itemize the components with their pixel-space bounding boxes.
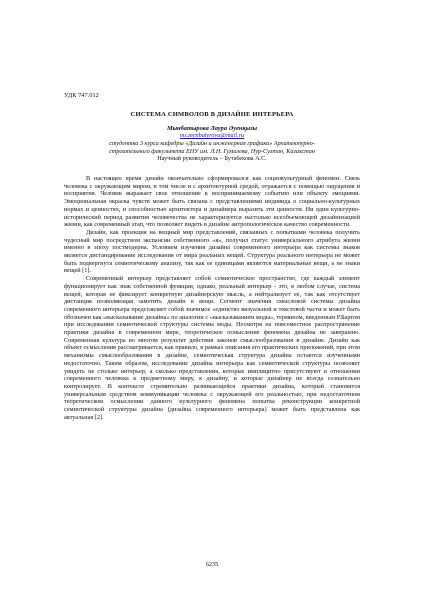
author-email-link[interactable]: ms.mynbatyrova@mail.ru bbox=[179, 132, 245, 140]
article-body bbox=[64, 175, 360, 422]
page-number: 6235 bbox=[205, 561, 219, 568]
paragraph: В настоящее время дизайн окончательно сформировался как социокультурный феномен. Связь человека с окружающим миром, в том числе и с архитектурной средой, отражается с помощью ощущения и восприятия. Человек выражает свое отношение к воспринимаемому событию или объекту эмоциями. Эмоциональная окраска чувств может быть связана с представлениями индивида о социально-культурных нормах и ценностях, и способностью архитектора и дизайнера выразить эти ценности. Ни один культурно-исторический период развития человечества не характеризуется настолько всеобъемлющей дизайнизацией жизни, как современный этап, что позволяет видеть в дизайне антропологическое качество современности. bbox=[64, 175, 360, 229]
article-title: СИСТЕМА СИМВОЛОВ В ДИЗАЙНЕ ИНТЕРЬЕРА bbox=[130, 111, 294, 118]
author-name: Мынбатырова Лаура Әуенқызы bbox=[166, 124, 258, 132]
udc-code: УДК 747.012 bbox=[64, 92, 99, 99]
paragraph: Современный интерьер представляет собой семиотическое пространство, где каждый элемент функционирует как знак собственной функции, однако, реальный интерьер - это, в любом случае, система вещей, которая не фиксирует конкретную дизайнерскую мысль, а нейтрализует ее, так как отсутствует дистанция позволяющая заметить дизайн в вещи. Сегмент значения смысловой системы дизайна современного интерьера представляет собой значимое «единство визуальной и текстовой части и может быть обозначен как «высказывание дизайна» по аналогии с «высказыванием моды», термином, введенным Р.Бартом при исследовании семиотической структуры системы моды. Несмотря на повсеместное распространение практики дизайна в современном мире, теоретическое осмысление феномена дизайна не завершено. Современная культура во многом результат действия законов смыслообразования в дизайне. Дизайн как объект осмысления рассматривается, как правило, в рамках описания его практических приложений, при этом механизмы смыслообразования в дизайне, семиотическая структура дизайна остаются изученными недостаточно. Таким образом, исследование дизайна интерьера как семиотической структуры позволяет увидеть не столько интерьер, а сколько представления, которые имплицитно присутствуют в отношении современного человека к предметному миру, к дизайну, и которые дизайнер не всегда сознательно контролирует. В контексте стремительно развивающейся практики дизайна, который становится универсальным средством коммуникации человека с окружающей его реальностью, при недостаточном теоретическом осмыслении данного культурного феномена попытка реконструкции конкретной семиотической структуры дизайна (дизайна современного интерьера) может быть представлена как актуальная [2]. bbox=[64, 275, 360, 421]
scientific-supervisor: Научный руководитель – Бутабекова А.С. bbox=[157, 155, 267, 163]
author-affiliation-line-2: строительного факультета ЕНУ им. Л.Н. Гумилева, Нур-Султан, Казахстан bbox=[109, 147, 315, 155]
author-affiliation-line-1: студентка 3 курса кафедры «Дизайн и инженерная графика» Архитектурно- bbox=[109, 140, 315, 148]
paragraph: Дизайн, как проекция на вещный мир представлений, связанных с попытками человека получить чудесный мир посредством экспансии собственного «я», получил статус универсального атрибута жизни именно в эпоху постмодерна. Условием изучения дизайна современного интерьера как системы знаков является дистанцирование исследования от мира реальных вещей. Структура реального интерьера не может быть подвергнута семиотическому анализу, так как ее единицами являются материальные вещи, а не знаки вещей [1]. bbox=[64, 228, 360, 275]
